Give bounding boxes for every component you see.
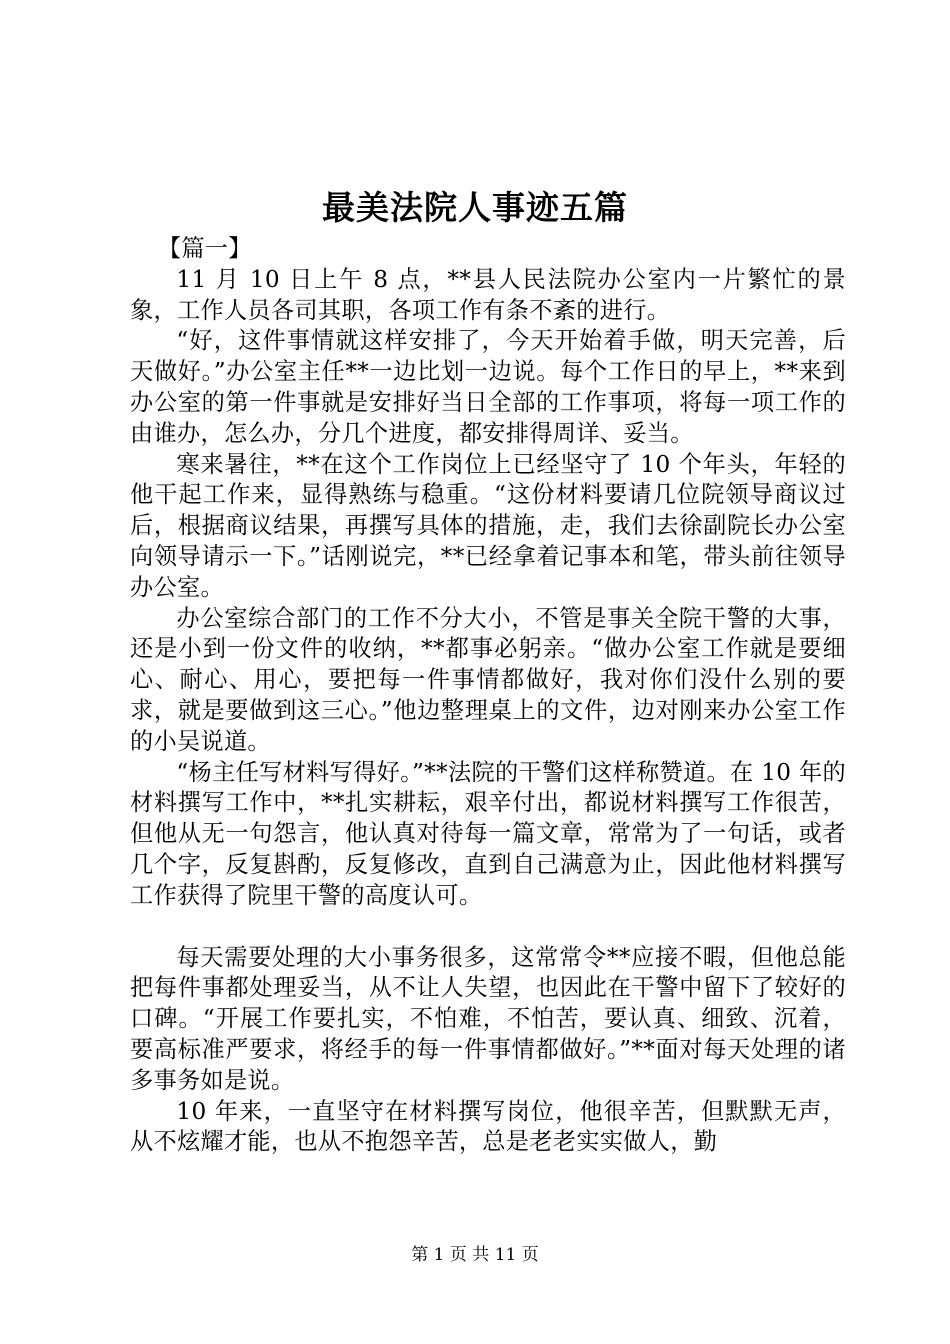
paragraph: 寒来暑往，**在这个工作岗位上已经坚守了 10 个年头，年轻的他干起工作来，显得熟练与稳重。“这份材料要请几位院领导商议过后，根据商议结果，再撰写具体的措施，走，我们去徐副院长办公室向领导请示一下。”话刚说完，**已经拿着记事本和笔，带头前往领导办公室。 [130, 450, 846, 601]
document-body [130, 234, 846, 1158]
section-heading: 【篇一】 [157, 235, 252, 262]
paragraph: 10 年来，一直坚守在材料撰写岗位，他很辛苦，但默默无声，从不炫耀才能，也从不抱怨辛苦，总是老老实实做人，勤 [130, 1097, 846, 1156]
paragraph: “好，这件事情就这样安排了，今天开始着手做，明天完善，后天做好。”办公室主任**一边比划一边说。每个工作日的早上，**来到办公室的第一件事就是安排好当日全部的工作事项，将每一项工作的由谁办，怎么办，分几个进度，都安排得周详、妥当。 [130, 327, 846, 447]
paragraph: 每天需要处理的大小事务很多，这常常令**应接不暇，但他总能把每件事都处理妥当，从不让人失望，也因此在干警中留下了较好的口碑。“开展工作要扎实，不怕难，不怕苦，要认真、细致、沉着，要高标准严要求，将经手的每一件事情都做好。”**面对每天处理的诸多事务如是说。 [130, 943, 846, 1094]
paragraph: 办公室综合部门的工作不分大小，不管是事关全院干警的大事，还是小到一份文件的收纳，**都事必躬亲。“做办公室工作就是要细心、耐心、用心，要把每一件事情都做好，我对你们没什么别的要求，就是要做到这三心。”他边整理桌上的文件，边对刚来办公室工作的小吴说道。 [130, 604, 846, 755]
document-title: 最美法院人事迹五篇 [322, 188, 628, 227]
page-number-footer: 第 1 页 共 11 页 [411, 1245, 539, 1265]
paragraph: “杨主任写材料写得好。”**法院的干警们这样称赞道。在 10 年的材料撰写工作中，**扎实耕耘，艰辛付出，都说材料撰写工作很苦，但他从无一句怨言，他认真对待每一篇文章，常常为了一句话，或者几个字，反复斟酌，反复修改，直到自己满意为止，因此他材料撰写工作获得了院里干警的高度认可。 [130, 758, 846, 909]
paragraph: 11 月 10 日上午 8 点，**县人民法院办公室内一片繁忙的景象，工作人员各司其职，各项工作有条不紊的进行。 [130, 265, 846, 324]
